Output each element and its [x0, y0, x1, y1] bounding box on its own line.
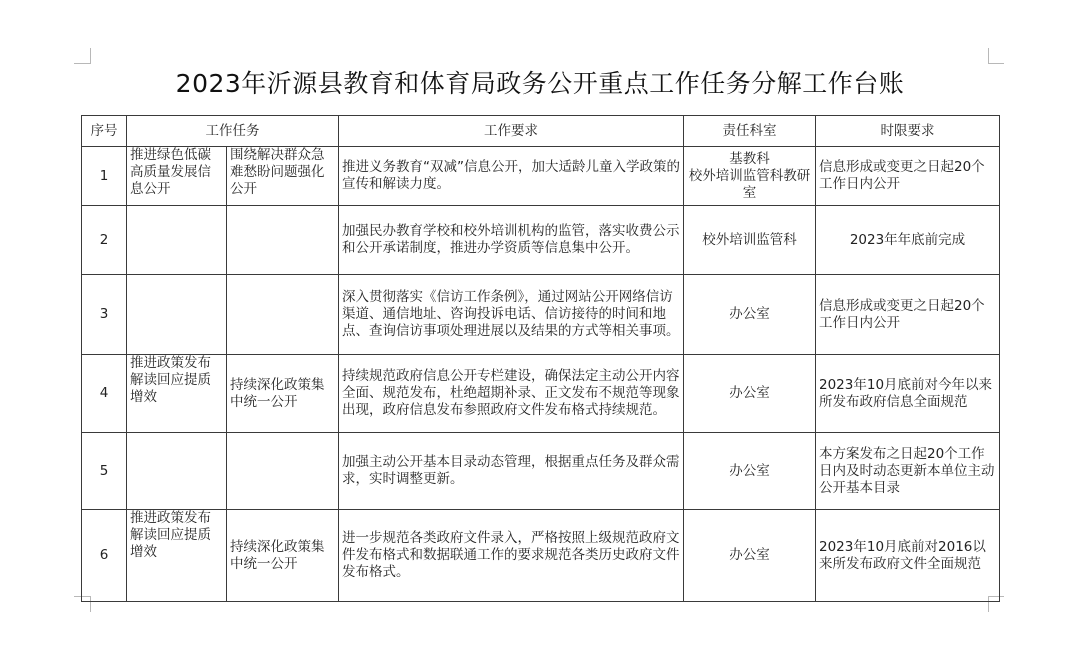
table-header-row [82, 116, 1000, 147]
row-deadline: 2023年年底前完成 [816, 206, 1000, 275]
row-department: 办公室 [684, 510, 816, 602]
row-deadline: 2023年10月底前对2016以来所发布政府文件全面规范 [816, 510, 1000, 602]
row-department: 办公室 [684, 433, 816, 510]
row-subtask [227, 433, 339, 510]
row-requirement: 加强主动公开基本目录动态管理，根据重点任务及群众需求，实时调整更新。 [339, 433, 684, 510]
table-row [82, 275, 1000, 355]
row-task [127, 206, 227, 275]
header-department: 责任科室 [684, 116, 816, 147]
row-deadline: 信息形成或变更之日起20个工作日内公开 [816, 147, 1000, 206]
task-ledger-table [81, 115, 1000, 602]
row-subtask [227, 206, 339, 275]
row-department: 校外培训监管科 [684, 206, 816, 275]
row-requirement: 推进义务教育“双减”信息公开，加大适龄儿童入学政策的宣传和解读力度。 [339, 147, 684, 206]
table-row [82, 355, 1000, 433]
row-number: 2 [82, 206, 127, 275]
crop-mark [90, 48, 91, 64]
document-title: 2023年沂源县教育和体育局政务公开重点工作任务分解工作台账 [175, 69, 905, 98]
row-task: 推进政策发布解读回应提质增效 [127, 510, 227, 602]
row-task [127, 433, 227, 510]
row-number: 5 [82, 433, 127, 510]
row-requirement: 进一步规范各类政府文件录入，严格按照上级规范政府文件发布格式和数据联通工作的要求规范各类历史政府文件发布格式。 [339, 510, 684, 602]
row-subtask [227, 275, 339, 355]
header-num: 序号 [82, 116, 127, 147]
row-subtask: 持续深化政策集中统一公开 [227, 510, 339, 602]
row-number: 3 [82, 275, 127, 355]
row-number: 1 [82, 147, 127, 206]
row-deadline: 2023年10月底前对今年以来所发布政府信息全面规范 [816, 355, 1000, 433]
row-deadline: 本方案发布之日起20个工作日内及时动态更新本单位主动公开基本目录 [816, 433, 1000, 510]
row-deadline: 信息形成或变更之日起20个工作日内公开 [816, 275, 1000, 355]
table-row [82, 147, 1000, 206]
row-requirement: 持续规范政府信息公开专栏建设，确保法定主动公开内容全面、规范发布，杜绝超期补录、正文发布不规范等现象出现，政府信息发布参照政府文件发布格式持续规范。 [339, 355, 684, 433]
header-requirement: 工作要求 [339, 116, 684, 147]
row-requirement: 加强民办教育学校和校外培训机构的监管，落实收费公示和公开承诺制度，推进办学资质等信息集中公开。 [339, 206, 684, 275]
crop-mark [988, 48, 989, 64]
table-row [82, 510, 1000, 602]
table-row [82, 433, 1000, 510]
table-row [82, 206, 1000, 275]
row-task: 推进政策发布解读回应提质增效 [127, 355, 227, 433]
row-task: 推进绿色低碳高质量发展信息公开 [127, 147, 227, 206]
row-department: 基教科 校外培训监管科教研室 [684, 147, 816, 206]
row-number: 6 [82, 510, 127, 602]
row-subtask: 围绕解决群众急难愁盼问题强化公开 [227, 147, 339, 206]
row-subtask: 持续深化政策集中统一公开 [227, 355, 339, 433]
row-number: 4 [82, 355, 127, 433]
header-task: 工作任务 [127, 116, 339, 147]
row-department: 办公室 [684, 355, 816, 433]
header-deadline: 时限要求 [816, 116, 1000, 147]
row-requirement: 深入贯彻落实《信访工作条例》，通过网站公开网络信访渠道、通信地址、咨询投诉电话、信访接待的时间和地点、查询信访事项处理进展以及结果的方式等相关事项。 [339, 275, 684, 355]
row-department: 办公室 [684, 275, 816, 355]
row-task [127, 275, 227, 355]
